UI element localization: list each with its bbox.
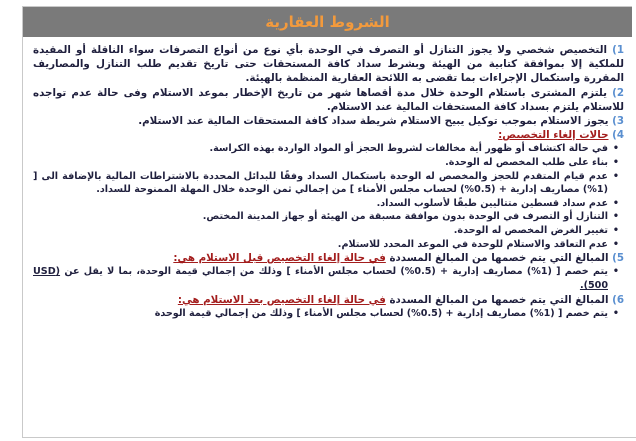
term-6-heading (33, 293, 624, 307)
term-number: 2) (612, 86, 624, 99)
term-number: 6) (612, 293, 624, 306)
terms-page (22, 6, 632, 438)
deduction-text: يتم خصم [ (1%) مصاريف إدارية + (0.5%) لحساب مجلس الأمناء ] وذلك من إجمالي قيمة الوحدة، بما لا يقل عن (64, 266, 608, 278)
minimum-amount: (USD 500). (33, 266, 608, 291)
term-number: 5) (612, 252, 624, 265)
deduction-heading-text: المبالغ التي يتم خصمها من المبالغ المسددة (389, 252, 609, 265)
list-item: • عدم التعاقد والاستلام للوحدة في الموعد المحدد للاستلام. (33, 238, 608, 252)
cancellation-cases-list (33, 142, 624, 251)
deduction-after-list (33, 307, 624, 321)
title-bar (23, 7, 632, 37)
term-number: 4) (612, 129, 624, 142)
term-number: 1) (612, 44, 625, 56)
list-item: • التنازل أو التصرف في الوحدة بدون موافقة مسبقة من الهيئة أو جهاز المدينة المختص. (33, 210, 608, 224)
list-item: • عدم قيام المتقدم للحجز والمخصص له الوحدة باستكمال السداد وفقًا للبدائل المحددة بالاشتراطات المالية بالإضافة الى [ (1%) مصاريف إدارية + (0.5%) لحساب مجلس الأمناء ] من إجمالي ثمن الوحدة خلال المهلة الممنوحة للسداد. (33, 170, 608, 197)
cancellation-cases-heading: حالات إلغاء التخصيص: (498, 129, 609, 142)
list-item: • يتم خصم [ (1%) مصاريف إدارية + (0.5%) لحساب مجلس الأمناء ] وذلك من إجمالي قيمة الوحدة (33, 307, 608, 321)
deduction-heading-condition: في حالة إلغاء التخصيص بعد الاستلام هي: (177, 293, 386, 306)
page-title: الشروط العقارية (265, 13, 390, 31)
term-5-heading (33, 251, 624, 265)
term-1 (33, 43, 624, 86)
page-divider (22, 437, 636, 438)
deduction-heading-condition: في حالة إلغاء التخصيص قبل الاستلام هي: (173, 252, 386, 265)
list-item (33, 265, 608, 292)
list-item: • في حالة اكتشاف أو ظهور أية مخالفات لشروط الحجز أو المواد الواردة بهذه الكراسة. (33, 142, 608, 156)
list-item: • تغيير الغرض المخصص له الوحدة. (33, 224, 608, 238)
term-2 (33, 86, 624, 114)
deduction-heading-text: المبالغ التي يتم خصمها من المبالغ المسددة (389, 293, 609, 306)
term-number: 3) (612, 115, 624, 128)
term-text: يلتزم المشترى باستلام الوحدة خلال مدة أقصاها شهر من تاريخ الإخطار بموعد الاستلام وفى حالة عدم تواجده للاستلام يلتزم بسداد كافة المستحقات المالية عند الاستلام. (33, 86, 624, 113)
term-3 (33, 114, 624, 128)
term-text: يجوز الاستلام بموجب توكيل يبيح الاستلام شريطة سداد كافة المستحقات المالية عند الاستلام. (138, 115, 609, 128)
terms-content (23, 37, 632, 320)
list-item: • عدم سداد قسطين متتاليين طبقًا لأسلوب السداد. (33, 197, 608, 211)
term-4-heading (33, 128, 624, 142)
term-text: التخصيص شخصي ولا يجوز التنازل أو التصرف في الوحدة بأي نوع من أنواع التصرفات سواء الناقلة أو المقيدة للملكية إلا بموافقة كتابية من الهيئة وبشرط سداد كافة المستحقات حتى تاريخ تقديم طلب التنازل والمصاريف المقررة واستكمال الإجراءات بما تقضى به اللائحة العقارية المنظمة بالهيئة. (33, 44, 624, 85)
deduction-before-list (33, 265, 624, 292)
list-item: • بناء على طلب المخصص له الوحدة. (33, 156, 608, 170)
